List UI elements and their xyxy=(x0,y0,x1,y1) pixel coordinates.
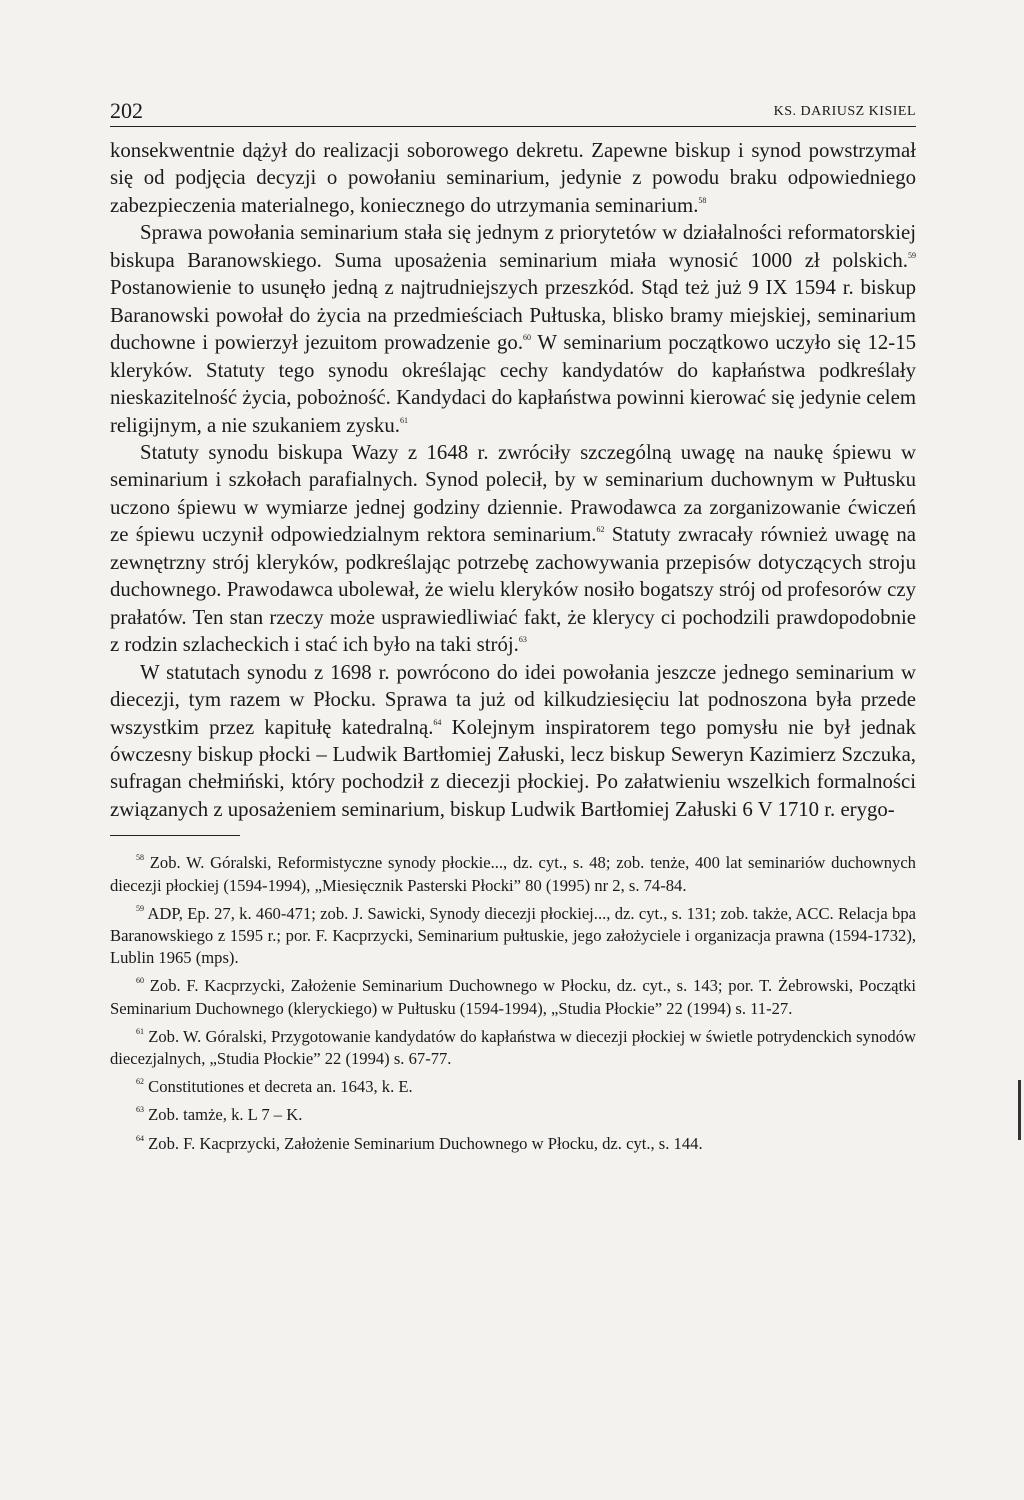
paragraph-text: Statuty synodu biskupa Wazy z 1648 r. zwróciły szczególną uwagę na naukę śpiewu w seminarium i szkołach parafialnych. Synod polecił, by w seminarium duchownym w Pułtusku uczono śpiewu w wymiarze jednej godziny dziennie. Prawodawca za zorganizowanie ćwiczeń ze śpiewu uczynił odpowiedzialnym rektora seminarium. xyxy=(110,440,916,547)
footnote-number: 60 xyxy=(136,976,144,986)
page-number: 202 xyxy=(110,98,143,123)
footnote-number: 64 xyxy=(136,1133,144,1143)
paragraph xyxy=(110,439,916,659)
footnote xyxy=(110,1076,916,1098)
footnote-ref[interactable]: 58 xyxy=(698,195,707,205)
paragraph-text: Kolejnym inspiratorem tego pomysłu nie był jednak ówczesny biskup płocki – Ludwik Bartłomiej Załuski, lecz biskup Seweryn Kazimierz Szczuka, sufragan chełmiński, który pochodził z diecezji płockiej. Po załatwieniu wszelkich formalności związanych z uposażeniem seminarium, biskup Ludwik Bartłomiej Załuski 6 V 1710 r. erygo- xyxy=(110,715,916,821)
paragraph xyxy=(110,659,916,824)
footnote-number: 62 xyxy=(136,1077,144,1087)
scan-edge-mark xyxy=(1018,1080,1021,1140)
paragraph-text: Sprawa powołania seminarium stała się jednym z priorytetów w działalności reformatorskiej biskupa Baranowskiego. Suma uposażenia seminarium miała wynosić 1000 zł polskich. xyxy=(110,221,916,272)
paragraph-text: Postanowienie to usunęło jedną z najtrudniejszych przeszkód. Stąd też już 9 IX 1594 r. biskup Baranowski powołał do życia na przedmieściach Pułtuska, blisko bramy miejskiej, seminarium duchowne i powierzył jezuitom prowadzenie go. xyxy=(110,276,916,355)
footnote xyxy=(110,1133,916,1155)
footnote xyxy=(110,903,916,970)
footnote-text: ADP, Ep. 27, k. 460-471; zob. J. Sawicki, Synody diecezji płockiej..., dz. cyt., s. 131; zob. także, ACC. Relacja bpa Baranowskiego z 1595 r.; por. F. Kacprzycki, Seminarium pułtuskie, jego założyciele i organizacja prawna (1594-1732), Lublin 1965 (mps). xyxy=(110,903,917,968)
paragraph-text: konsekwentnie dążył do realizacji soborowego dekretu. Zapewne biskup i synod powstrzymał się od podjęcia decyzji o powołaniu seminarium, jedynie z powodu braku odpowiedniego zabezpieczenia materialnego, koniecznego do utrzymania seminarium. xyxy=(110,139,916,217)
paragraph xyxy=(110,219,916,439)
paragraph-text: W seminarium początkowo uczyło się 12-15 kleryków. Statuty tego synodu określając cechy kandydatów do kapłaństwa podkreślały nieskazitelność życia, pobożność. Kandydaci do kapłaństwa powinni kierować się jedynie celem religijnym, a nie szukaniem zysku. xyxy=(110,331,916,437)
paragraph xyxy=(110,137,916,219)
footnote-ref[interactable]: 61 xyxy=(399,415,408,425)
footnote-text: Constitutiones et decreta an. 1643, k. E. xyxy=(148,1077,413,1097)
body-text xyxy=(110,137,916,823)
footnote-number: 61 xyxy=(136,1026,144,1036)
footnote-text: Zob. W. Góralski, Reformistyczne synody płockie..., dz. cyt., s. 48; zob. tenże, 400 lat seminariów duchownych diecezji płockiej (1594-1994), „Miesięcznik Pasterski Płocki” 80 (1995) nr 2, s. 74-84. xyxy=(110,853,916,895)
page xyxy=(110,92,916,1161)
footnote xyxy=(110,975,916,1019)
footnote-ref[interactable]: 59 xyxy=(908,250,916,260)
footnote-ref[interactable]: 64 xyxy=(433,717,442,727)
footnote-ref[interactable]: 62 xyxy=(596,525,605,535)
footnote-text: Zob. F. Kacprzycki, Założenie Seminarium Duchownego w Płocku, dz. cyt., s. 143; por. T. Żebrowski, Początki Seminarium Duchownego (kleryckiego) w Pułtusku (1594-1994), „Studia Płockie” 22 (1994) s. 11-27. xyxy=(110,976,916,1018)
footnotes xyxy=(110,852,916,1154)
page-header xyxy=(110,92,916,127)
footnote-number: 58 xyxy=(136,853,144,863)
footnote-divider xyxy=(110,835,240,836)
running-head: KS. DARIUSZ KISIEL xyxy=(773,104,916,119)
footnote-text: Zob. W. Góralski, Przygotowanie kandydatów do kapłaństwa w diecezji płockiej w świetle potrydenckich synodów diecezjalnych, „Studia Płockie” 22 (1994) s. 67-77. xyxy=(110,1026,916,1068)
footnote xyxy=(110,1104,916,1126)
paragraph-text: W statutach synodu z 1698 r. powrócono do idei powołania jeszcze jednego seminarium w diecezji, tym razem w Płocku. Sprawa ta już od kilkudziesięciu lat podnoszona była przede wszystkim przez kapitułę katedralną. xyxy=(110,660,916,739)
paragraph-text: Statuty zwracały również uwagę na zewnętrzny strój kleryków, podkreślając potrzebę zachowywania przepisów dotyczących stroju duchownego. Prawodawca ubolewał, że wielu kleryków nosiło bogatszy strój od profesorów czy prałatów. Ten stan rzeczy może usprawiedliwiać fakt, że klerycy ci pochodzili prawdopodobnie z rodzin szlacheckich i stać ich było na taki strój. xyxy=(110,523,917,657)
footnote-text: Zob. F. Kacprzycki, Założenie Seminarium Duchownego w Płocku, dz. cyt., s. 144. xyxy=(148,1133,703,1153)
footnote-text: Zob. tamże, k. L 7 – K. xyxy=(148,1105,303,1125)
footnote xyxy=(110,1026,916,1070)
footnote-number: 59 xyxy=(136,903,144,913)
footnote xyxy=(110,852,916,896)
footnote-number: 63 xyxy=(136,1105,144,1115)
footnote-ref[interactable]: 60 xyxy=(523,333,532,343)
footnote-ref[interactable]: 63 xyxy=(518,635,527,645)
